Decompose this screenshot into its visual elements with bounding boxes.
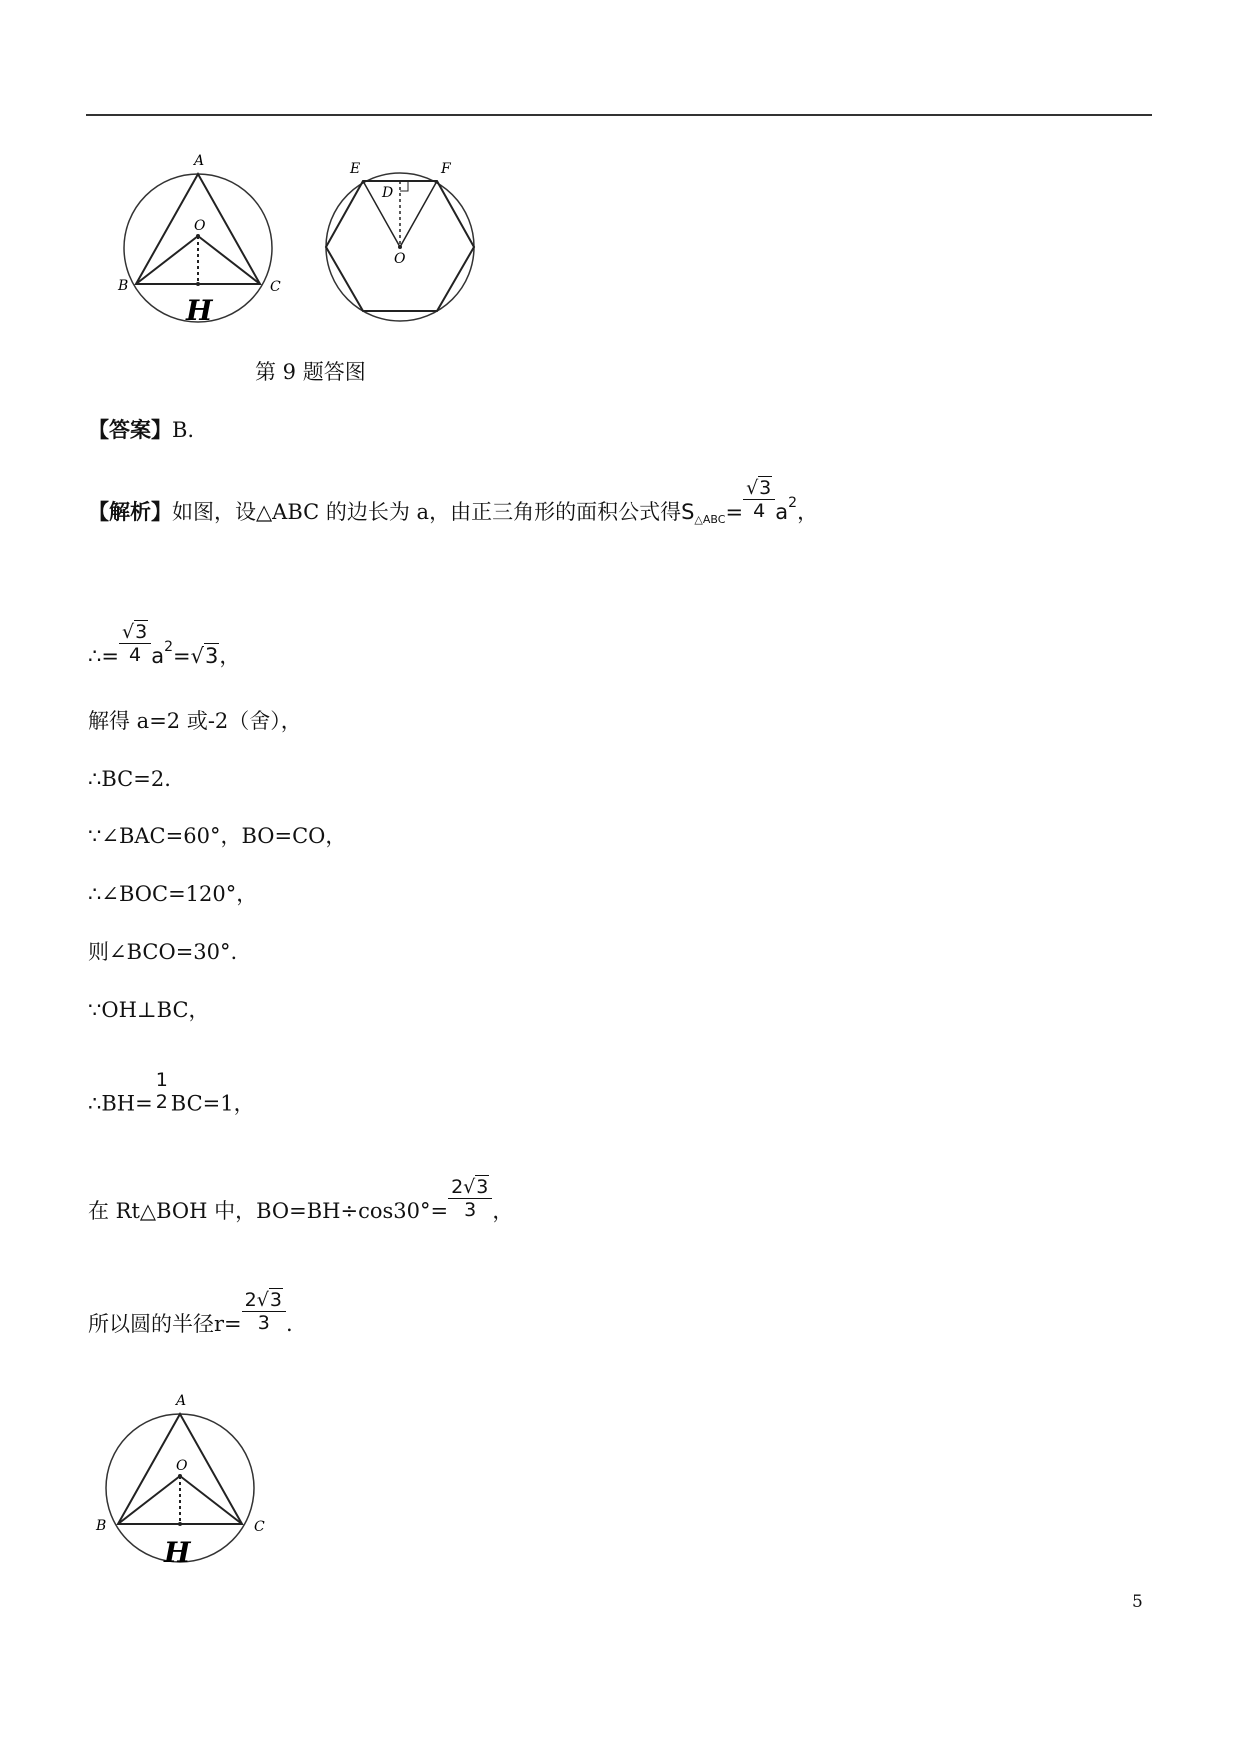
- label-d: D: [382, 185, 394, 201]
- analysis-tag: 【解析】: [88, 499, 172, 524]
- label-f: F: [441, 161, 451, 177]
- label-a-2: A: [176, 1393, 187, 1409]
- label-c-2: C: [254, 1519, 265, 1535]
- analysis-line-2: ∴= $\frac{√3}{4}$ $a^2=√3$，: [88, 621, 241, 668]
- figure-triangle-circle: [110, 150, 300, 330]
- label-h-2: H: [164, 1536, 191, 1569]
- page-number: 5: [1132, 1592, 1143, 1612]
- analysis-line-6: ∴∠BOC=120°，: [88, 882, 258, 906]
- label-h: H: [186, 294, 213, 327]
- label-a: A: [194, 153, 205, 169]
- fraction-one-half: 1 2: [155, 1069, 168, 1113]
- figure-triangle-circle-2: [92, 1390, 282, 1570]
- fraction-2sqrt3-over-3-b: $\frac{2√3}{3}$: [242, 1289, 286, 1334]
- label-o2: O: [394, 251, 406, 267]
- analysis-line-7: 则∠BCO=30°.: [88, 940, 238, 964]
- analysis-line-3: 解得 a=2 或-2（舍），: [88, 709, 302, 733]
- label-b-2: B: [96, 1518, 107, 1534]
- label-c: C: [270, 279, 281, 295]
- analysis-intro: 如图，设△ABC 的边长为 a，由正三角形的面积公式得: [172, 500, 682, 524]
- analysis-line-4: ∴BC=2.: [88, 767, 171, 791]
- label-o: O: [194, 218, 206, 234]
- answer-tag: 【答案】: [88, 417, 172, 442]
- analysis-line-11: 所以圆的半径r= $\frac{2√3}{3}$ .: [88, 1289, 293, 1336]
- analysis-line-8: ∵OH⊥BC，: [88, 998, 210, 1022]
- analysis-line-1: 【解析】如图，设△ABC 的边长为 a，由正三角形的面积公式得$S_{\triangle ABC}=$ $\frac{√3}{4}$ $a^2$，: [88, 477, 819, 526]
- fraction-sqrt3-over-4-b: $\frac{√3}{4}$: [119, 621, 151, 666]
- label-b: B: [118, 278, 129, 294]
- fraction-sqrt3-over-4: $\frac{√3}{4}$: [743, 477, 775, 522]
- fraction-2sqrt3-over-3: $\frac{2√3}{3}$: [448, 1176, 492, 1221]
- figure-hexagon-circle: [318, 155, 483, 330]
- analysis-line-5: ∵∠BAC=60°，BO=CO，: [88, 824, 347, 848]
- analysis-line-9: ∴BH= 1 2 BC=1，: [88, 1069, 255, 1116]
- analysis-line-10: 在 Rt△BOH 中，BO=BH÷cos30°= $\frac{2√3}{3}$ ，: [88, 1176, 514, 1223]
- area-symbol: $S_{\triangle ABC}=$: [681, 500, 744, 526]
- label-o-2: O: [176, 1458, 188, 1474]
- figure-caption: 第 9 题答图: [255, 360, 366, 384]
- header-rule: [86, 114, 1152, 116]
- answer-line: [88, 417, 194, 443]
- answer-value: B.: [172, 418, 195, 442]
- a-squared: $a^2$: [775, 495, 798, 524]
- label-e: E: [350, 161, 361, 177]
